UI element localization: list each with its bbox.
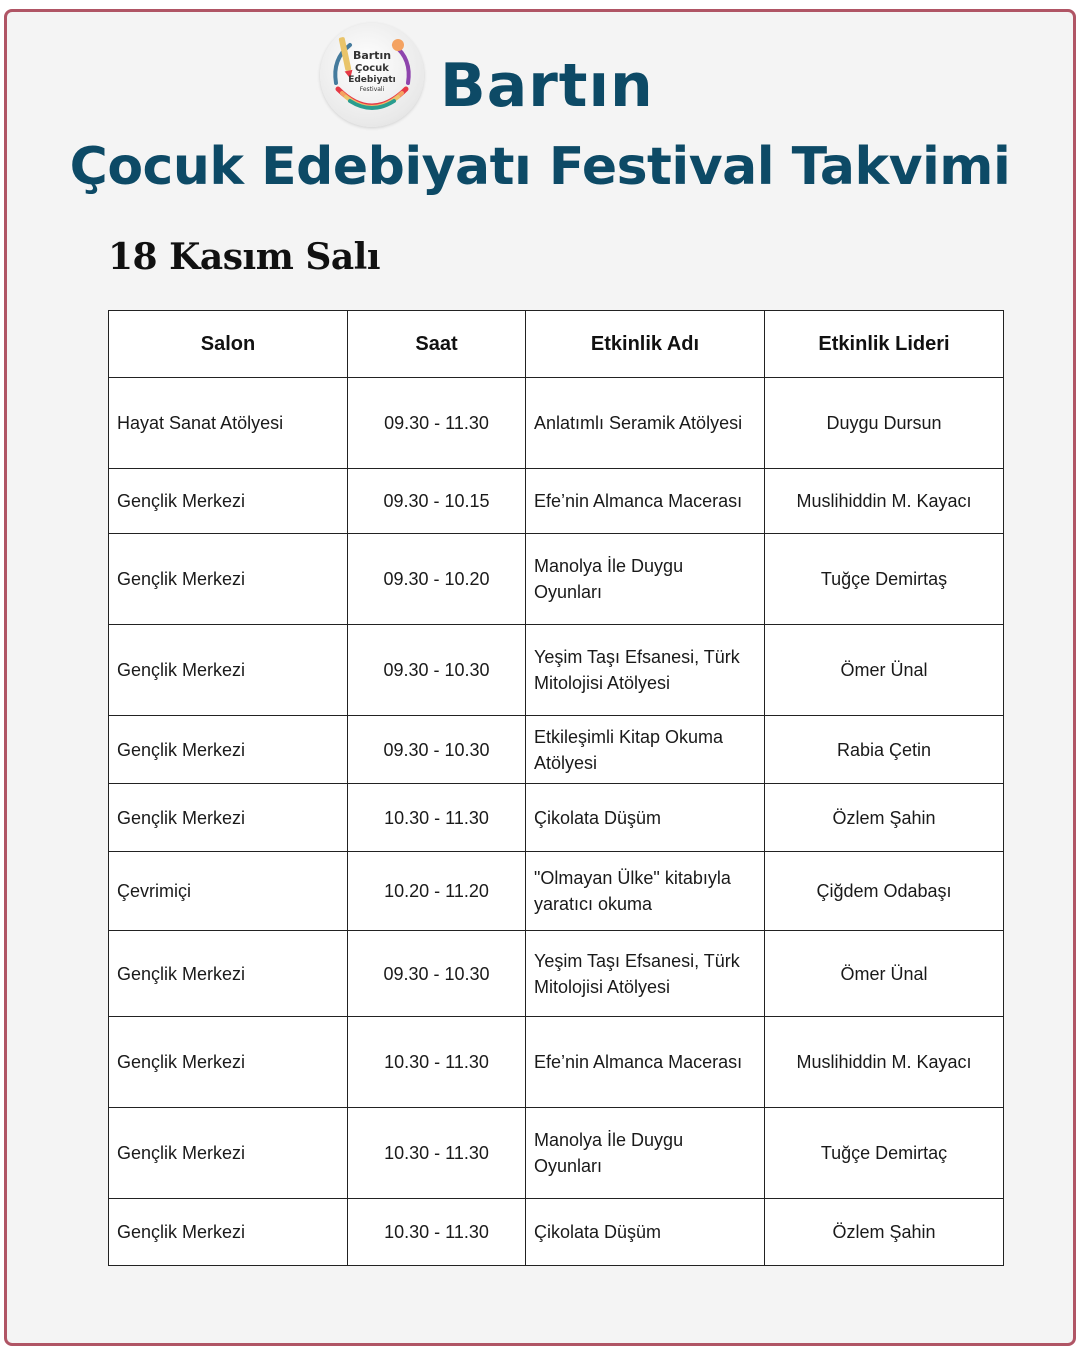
logo-text-line4: Festivali bbox=[359, 86, 385, 93]
cell-lider: Muslihiddin M. Kayacı bbox=[765, 1017, 1004, 1108]
festival-logo-graphic bbox=[320, 23, 424, 127]
cell-saat: 10.30 - 11.30 bbox=[348, 1199, 526, 1266]
cell-lider: Tuğçe Demirtaş bbox=[765, 534, 1004, 625]
cell-saat: 09.30 - 10.30 bbox=[348, 716, 526, 784]
cell-salon: Hayat Sanat Atölyesi bbox=[109, 378, 348, 469]
cell-lider: Tuğçe Demirtaç bbox=[765, 1108, 1004, 1199]
cell-saat: 10.30 - 11.30 bbox=[348, 1108, 526, 1199]
cell-salon: Gençlik Merkezi bbox=[109, 1199, 348, 1266]
cell-etkinlik: Manolya İle Duygu Oyunları bbox=[526, 534, 765, 625]
cell-salon: Gençlik Merkezi bbox=[109, 716, 348, 784]
cell-lider: Muslihiddin M. Kayacı bbox=[765, 469, 1004, 534]
cell-etkinlik: Çikolata Düşüm bbox=[526, 1199, 765, 1266]
cell-etkinlik: Yeşim Taşı Efsanesi, Türk Mitolojisi Atölyesi bbox=[526, 625, 765, 716]
cell-saat: 10.30 - 11.30 bbox=[348, 784, 526, 852]
cell-etkinlik: Anlatımlı Seramik Atölyesi bbox=[526, 378, 765, 469]
cell-lider: Rabia Çetin bbox=[765, 716, 1004, 784]
cell-lider: Ömer Ünal bbox=[765, 625, 1004, 716]
cell-etkinlik: Yeşim Taşı Efsanesi, Türk Mitolojisi Atölyesi bbox=[526, 931, 765, 1017]
table-row bbox=[109, 784, 1004, 852]
cell-lider: Ömer Ünal bbox=[765, 931, 1004, 1017]
cell-etkinlik: Manolya İle Duygu Oyunları bbox=[526, 1108, 765, 1199]
logo-text-line2: Çocuk bbox=[355, 63, 389, 74]
cell-etkinlik: "Olmayan Ülke" kitabıyla yaratıcı okuma bbox=[526, 852, 765, 931]
cell-etkinlik: Çikolata Düşüm bbox=[526, 784, 765, 852]
cell-saat: 09.30 - 10.20 bbox=[348, 534, 526, 625]
page-title: Çocuk Edebiyatı Festival Takvimi bbox=[69, 137, 1011, 197]
header-lider: Etkinlik Lideri bbox=[765, 311, 1004, 378]
cell-salon: Gençlik Merkezi bbox=[109, 625, 348, 716]
table-row bbox=[109, 378, 1004, 469]
table-row bbox=[109, 852, 1004, 931]
cell-salon: Gençlik Merkezi bbox=[109, 1017, 348, 1108]
cell-saat: 09.30 - 11.30 bbox=[348, 378, 526, 469]
cell-saat: 09.30 - 10.15 bbox=[348, 469, 526, 534]
table-row bbox=[109, 716, 1004, 784]
cell-saat: 09.30 - 10.30 bbox=[348, 625, 526, 716]
cell-etkinlik: Efe’nin Almanca Macerası bbox=[526, 469, 765, 534]
cell-salon: Çevrimiçi bbox=[109, 852, 348, 931]
schedule-table bbox=[108, 310, 1004, 1266]
cell-etkinlik: Efe’nin Almanca Macerası bbox=[526, 1017, 765, 1108]
cell-salon: Gençlik Merkezi bbox=[109, 534, 348, 625]
cell-lider: Çiğdem Odabaşı bbox=[765, 852, 1004, 931]
cell-saat: 10.20 - 11.20 bbox=[348, 852, 526, 931]
table-row bbox=[109, 469, 1004, 534]
table-row bbox=[109, 931, 1004, 1017]
cell-salon: Gençlik Merkezi bbox=[109, 784, 348, 852]
festival-logo bbox=[320, 23, 424, 127]
cell-salon: Gençlik Merkezi bbox=[109, 931, 348, 1017]
cell-lider: Özlem Şahin bbox=[765, 784, 1004, 852]
title-city: Bartın bbox=[440, 51, 654, 121]
logo-text-line1: Bartın bbox=[352, 49, 392, 62]
cell-saat: 09.30 - 10.30 bbox=[348, 931, 526, 1017]
cell-lider: Özlem Şahin bbox=[765, 1199, 1004, 1266]
cell-lider: Duygu Dursun bbox=[765, 378, 1004, 469]
table-row bbox=[109, 1108, 1004, 1199]
table-header-row bbox=[109, 311, 1004, 378]
header-etkinlik: Etkinlik Adı bbox=[526, 311, 765, 378]
table-row bbox=[109, 625, 1004, 716]
header-saat: Saat bbox=[348, 311, 526, 378]
header-salon: Salon bbox=[109, 311, 348, 378]
table-row bbox=[109, 1199, 1004, 1266]
cell-salon: Gençlik Merkezi bbox=[109, 1108, 348, 1199]
table-row bbox=[109, 534, 1004, 625]
table-row bbox=[109, 1017, 1004, 1108]
logo-text-line3: Edebiyatı bbox=[348, 75, 396, 85]
date-heading: 18 Kasım Salı bbox=[108, 236, 380, 278]
cell-saat: 10.30 - 11.30 bbox=[348, 1017, 526, 1108]
cell-etkinlik: Etkileşimli Kitap Okuma Atölyesi bbox=[526, 716, 765, 784]
cell-salon: Gençlik Merkezi bbox=[109, 469, 348, 534]
